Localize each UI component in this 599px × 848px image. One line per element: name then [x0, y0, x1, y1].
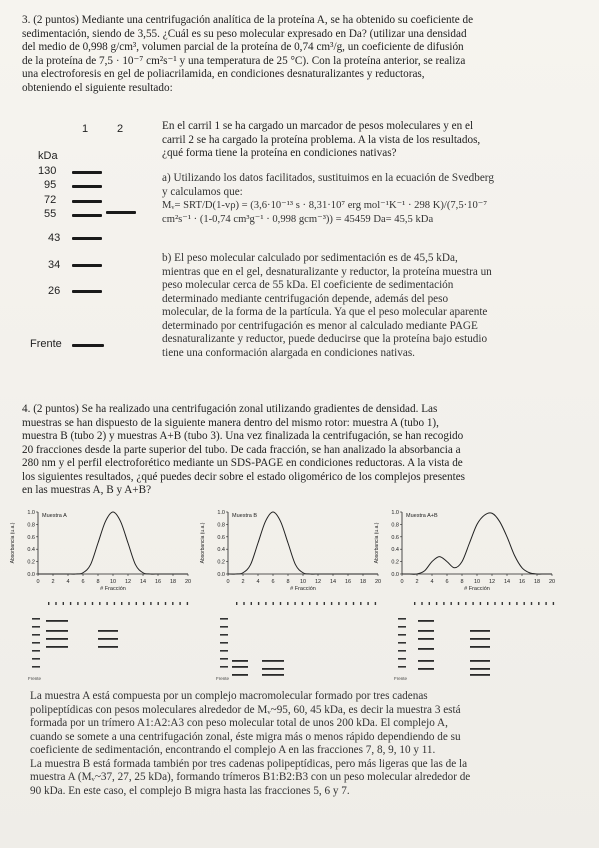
q3-answer-b-line: mientras que en el gel, desnaturalizante y reductor, la proteína muestra un [162, 265, 492, 278]
gel-well-mark [429, 602, 430, 605]
gel-sample-band [232, 674, 248, 676]
chart-2 [200, 510, 381, 592]
chart-y-tick-label: 0.8 [217, 522, 225, 529]
gel-well-mark [436, 602, 437, 605]
gel-strip-2 [216, 602, 376, 681]
gel-well-mark [187, 602, 188, 605]
gel-ladder-band [398, 666, 406, 668]
gel-ladder-band [220, 666, 228, 668]
gel-band-marker [72, 237, 102, 240]
chart-title: Muestra B [232, 513, 258, 519]
q4-answer-line: cuando se somete a una centrifugación zonal, éste migra más o menos rápido dependiendo de su [30, 730, 461, 743]
gel-well-mark [63, 602, 64, 605]
gel-ladder-band [32, 634, 40, 636]
gel-sample-band [470, 668, 490, 670]
q3-answer-a-line: Mᵥ= SRT/D(1-vρ) = (3,6·10⁻¹³ s · 8,31·10⁷ erg mol⁻¹K⁻¹ · 298 K)/(7,5·10⁻⁷ [162, 200, 488, 211]
chart-x-tick-label: 8 [460, 579, 464, 585]
chart-x-tick-label: 18 [359, 579, 367, 585]
gel-sample-band [418, 668, 434, 670]
gel-marker-label: 95 [44, 179, 57, 191]
gel-band-marker [72, 264, 102, 267]
gel-well-mark [309, 602, 310, 605]
gel-ladder-band [220, 618, 228, 620]
chart-x-tick-label: 4 [430, 579, 434, 585]
chart-x-tick-label: 20 [374, 579, 382, 585]
gel-well-mark [545, 602, 546, 605]
q3-answer-a-line: a) Utilizando los datos facilitados, sustituimos en la ecuación de Svedberg [162, 172, 494, 184]
sds-page-gels [0, 598, 599, 683]
gel-front-label: Frente [216, 676, 230, 681]
gel-well-mark [451, 602, 452, 605]
chart-x-tick-label: 6 [271, 579, 275, 585]
gel-band-marker [72, 171, 102, 174]
gel-sample-band [418, 648, 434, 650]
chart-y-tick-label: 0.6 [391, 534, 399, 541]
q3-carril-text [162, 120, 582, 161]
gel-lane-label-1: 1 [82, 123, 89, 135]
chart-x-tick-label: 6 [445, 579, 449, 585]
gel-sample-band [470, 646, 490, 648]
q4-answer [30, 690, 590, 798]
gel-well-mark [353, 602, 354, 605]
chart-x-tick-label: 14 [139, 579, 147, 585]
chart-y-tick-label: 0.4 [217, 547, 225, 554]
gel-well-mark [165, 602, 166, 605]
chart-y-tick-label: 0.0 [27, 572, 35, 578]
q3-answer-a-line: y calculamos que: [162, 185, 243, 198]
chart-y-tick-label: 0.2 [391, 559, 399, 566]
q4-answer-line: coeficiente de sedimentación, encontrando el complejo A en las fracciones 7, 8, 9, 10 y 11. [30, 744, 436, 756]
gel-well-mark [258, 602, 259, 605]
q4-intro-line: 4. (2 puntos) Se ha realizado una centrifugación zonal utilizando gradientes de densidad. Las [22, 403, 438, 415]
chart-x-label: # Fracción [100, 586, 126, 592]
q3-intro-line: de la proteína de 7,5 · 10⁻⁷ cm²s⁻¹ y una temperatura de 25 °C). Con la proteína anterior, se realiza [22, 54, 466, 67]
chart-x-tick-label: 0 [400, 579, 404, 585]
chart-x-tick-label: 20 [548, 579, 556, 585]
gel-front-label: Frente [30, 338, 62, 350]
gel-well-mark [99, 602, 100, 605]
gel-marker-label: 55 [44, 208, 57, 220]
chart-series-line [38, 512, 188, 574]
gel-well-mark [509, 602, 510, 605]
gel-well-mark [128, 602, 129, 605]
chart-series-line [228, 512, 378, 574]
chart-x-tick-label: 8 [96, 579, 100, 585]
gel-sample-band [262, 674, 284, 676]
q3-answer-a-line: cm²s⁻¹ · (1-0,74 cm³g⁻¹ · 0,998 gcm⁻³)) = 45459 Da= 45,5 kDa [162, 213, 434, 225]
gel-ladder-band [32, 626, 40, 628]
chart-y-tick-label: 0.6 [27, 534, 35, 541]
chart-x-tick-label: 4 [66, 579, 70, 585]
chart-y-tick-label: 0.0 [391, 572, 399, 578]
gel-well-mark [280, 602, 281, 605]
chart-1 [10, 510, 191, 592]
chart-x-tick-label: 14 [503, 579, 511, 585]
gel-well-mark [516, 602, 517, 605]
q4-answer-line: La muestra B está formada también por tres cadenas polipeptídicas, pero más ligeras que las de la [30, 757, 468, 770]
q4-intro-line: en las muestras A, B y A+B? [22, 484, 152, 496]
gel-well-mark [531, 602, 532, 605]
gel-ladder-band [32, 618, 40, 620]
gel-well-mark [136, 602, 137, 605]
gel-well-mark [367, 602, 368, 605]
gel-marker-label: 72 [44, 194, 57, 206]
q3-answer-b [162, 252, 582, 360]
gel-well-mark [553, 602, 554, 605]
gel-well-mark [331, 602, 332, 605]
chart-x-tick-label: 10 [109, 579, 117, 585]
q4-answer-line: polipeptídicas con pesos moleculares alrededor de Mᵥ~95, 60, 45 kDa, es decir la muestra 3 está [30, 703, 461, 716]
gel-well-mark [338, 602, 339, 605]
q4-answer-line: formada por un trímero A1:A2:A3 con peso molecular total de unos 200 kDa. El complejo A, [30, 717, 448, 729]
gel-sample-band [46, 620, 68, 622]
gel-well-mark [346, 602, 347, 605]
gel-well-mark [524, 602, 525, 605]
gel-band-marker [72, 185, 102, 188]
chart-x-tick-label: 16 [344, 579, 352, 585]
chart-y-tick-label: 0.6 [217, 534, 225, 541]
q4-intro-line: 20 fracciones desde la parte superior del tubo. De cada fracción, se han analizado la absorbancia a [22, 443, 461, 456]
gel-band-marker [72, 214, 102, 217]
gel-front-label: Frente [28, 676, 42, 681]
gel-marker-label: 130 [38, 165, 57, 177]
q4-intro-line: muestras se han dispuesto de la siguiente manera dentro del mismo rotor: muestra A (tubo 1), [22, 416, 439, 429]
gel-marker-label: 26 [48, 285, 61, 297]
gel-marker-label: 43 [48, 232, 61, 244]
q4-answer-line: 90 kDa. En este caso, el complejo B migra hasta las fracciones 5, 6 y 7. [30, 784, 350, 797]
gel-ladder-band [220, 658, 228, 660]
gel-sample-band [418, 660, 434, 662]
gel-ladder-band [220, 650, 228, 652]
chart-x-tick-label: 14 [329, 579, 337, 585]
chart-x-tick-label: 0 [226, 579, 230, 585]
q3-answer-b-line: determinado mediante centrifugación depende, además del peso [162, 292, 449, 305]
gel-ladder-band [398, 650, 406, 652]
chart-x-tick-label: 2 [241, 579, 245, 585]
chart-x-label: # Fracción [290, 586, 316, 592]
gel-well-mark [375, 602, 376, 605]
gel-marker-label: 34 [48, 259, 61, 271]
q3-intro-line: del medio de 0,998 g/cm³, volumen parcial de la proteína de 0,74 cm³/g, un coeficiente de difusión [22, 41, 464, 53]
q3-answer-b-line: tiene una conformación alargada en condiciones nativas. [162, 346, 415, 359]
chart-x-tick-label: 18 [169, 579, 177, 585]
q3-carril-line: carril 2 se ha cargado la proteína problema. A la vista de los resultados, [162, 133, 481, 146]
gel-well-mark [179, 602, 180, 605]
chart-x-tick-label: 2 [51, 579, 55, 585]
gel-well-mark [70, 602, 71, 605]
gel-band-marker [72, 200, 102, 203]
chart-3 [374, 510, 555, 592]
chart-y-tick-label: 0.4 [27, 547, 35, 554]
gel-front-line [72, 344, 104, 347]
q3-answer-b-line: b) El peso molecular calculado por sedimentación es de 45,5 kDa, [162, 252, 458, 264]
q3-answer-b-line: peso molecular cerca de 55 kDa. El coeficiente de sedimentación [162, 279, 454, 291]
gel-well-mark [172, 602, 173, 605]
q3-carril-line: En el carril 1 se ha cargado un marcador de pesos moleculares y en el [162, 120, 474, 132]
gel-well-mark [92, 602, 93, 605]
gel-sample-band [232, 666, 248, 668]
gel-ladder-band [32, 650, 40, 652]
gel-strip-1 [28, 602, 188, 681]
gel-well-mark [458, 602, 459, 605]
gel-well-mark [236, 602, 237, 605]
gel-well-mark [472, 602, 473, 605]
gel-ladder-band [398, 626, 406, 628]
gel-sample-band [418, 620, 434, 622]
q4-intro-line: 280 nm y el perfil electroforético mediante un SDS-PAGE en condiciones reductoras. A la vista de [22, 457, 463, 469]
gel-ladder-band [32, 642, 40, 644]
chart-x-tick-label: 6 [81, 579, 85, 585]
gel-well-mark [158, 602, 159, 605]
gel-sample-band [98, 638, 118, 640]
chart-x-tick-label: 12 [124, 579, 132, 585]
gel-well-mark [294, 602, 295, 605]
chart-x-tick-label: 10 [299, 579, 307, 585]
gel-lane-label-2: 2 [117, 123, 124, 135]
q3-intro-line: una electroforesis en gel de poliacrilamida, en condiciones desnaturalizantes y reductoras, [22, 68, 425, 80]
gel-well-mark [251, 602, 252, 605]
gel-well-mark [150, 602, 151, 605]
gel-well-mark [77, 602, 78, 605]
gel-sample-band [98, 646, 118, 648]
gel-well-mark [85, 602, 86, 605]
chart-y-label: Absorbancia (u.a.) [200, 522, 206, 564]
chart-y-tick-label: 0.0 [217, 572, 225, 578]
chart-title: Muestra A [42, 513, 67, 519]
gel-ladder-band [398, 658, 406, 660]
gel-sample-band [98, 630, 118, 632]
gel-well-mark [443, 602, 444, 605]
chart-x-tick-label: 2 [415, 579, 419, 585]
chart-y-tick-label: 1.0 [27, 510, 35, 516]
q4-answer-line: La muestra A está compuesta por un complejo macromolecular formado por tres cadenas [30, 690, 428, 702]
gel-well-mark [502, 602, 503, 605]
chart-x-tick-label: 0 [36, 579, 40, 585]
chart-y-tick-label: 0.8 [27, 522, 35, 529]
gel-well-mark [265, 602, 266, 605]
q4-intro-line: los siguientes resultados, ¿qué puedes decir sobre el estado oligomérico de los complejos presentes [22, 470, 466, 483]
gel-well-mark [48, 602, 49, 605]
gel-sample-band [262, 668, 284, 670]
q4-answer-line: muestra A (Mᵥ~37, 27, 25 kDa), formando trímeros B1:B2:B3 con un peso molecular alrededor de [30, 771, 471, 783]
q3-intro [22, 14, 582, 95]
gel-well-mark [273, 602, 274, 605]
gel-well-mark [143, 602, 144, 605]
gel-strip-3 [394, 602, 554, 681]
chart-y-label: Absorbancia (u.a.) [374, 522, 380, 564]
q3-intro-line: 3. (2 puntos) Mediante una centrifugación analítica de la proteína A, se ha obtenido su coeficiente de [22, 14, 474, 26]
chart-x-tick-label: 16 [518, 579, 526, 585]
absorbance-charts [0, 500, 599, 600]
chart-series-line [402, 513, 552, 574]
chart-x-tick-label: 8 [286, 579, 290, 585]
gel-well-mark [316, 602, 317, 605]
gel-sample-band [470, 630, 490, 632]
q3-intro-line: obteniendo el siguiente resultado: [22, 81, 173, 94]
gel-ladder-band [398, 634, 406, 636]
gel-ladder-band [398, 618, 406, 620]
q3-answer-b-line: desnaturalizante y reductor, puede deducirse que la proteína bajo estudio [162, 333, 488, 345]
gel-well-mark [302, 602, 303, 605]
q3-carril-line: ¿qué forma tiene la proteína en condiciones nativas? [162, 147, 397, 159]
chart-x-tick-label: 18 [533, 579, 541, 585]
gel-ladder-band [220, 626, 228, 628]
gel-sample-band [232, 660, 248, 662]
chart-x-tick-label: 20 [184, 579, 192, 585]
chart-x-tick-label: 10 [473, 579, 481, 585]
gel-ladder-band [220, 642, 228, 644]
gel-unit-label: kDa [38, 150, 58, 162]
q4-intro-line: muestra B (tubo 2) y muestras A+B (tubo 3). Una vez finalizada la centrifugación, se han recogido [22, 430, 464, 442]
chart-y-tick-label: 0.2 [217, 559, 225, 566]
gel-sample-band [470, 674, 490, 676]
chart-y-tick-label: 0.2 [27, 559, 35, 566]
q3-answer-a [162, 172, 582, 226]
chart-y-tick-label: 0.8 [391, 522, 399, 529]
gel-front-label: Frente [394, 676, 408, 681]
gel-well-mark [480, 602, 481, 605]
gel-well-mark [487, 602, 488, 605]
chart-x-tick-label: 12 [488, 579, 496, 585]
gel-sample-band [418, 638, 434, 640]
chart-y-tick-label: 1.0 [217, 510, 225, 516]
q3-answer-b-line: molecular, de la forma de la partícula. Ya que el peso molecular aparente [162, 306, 488, 318]
gel-well-mark [121, 602, 122, 605]
gel-sample-band [46, 638, 68, 640]
q4-intro [22, 403, 582, 498]
gel-well-mark [287, 602, 288, 605]
gel-well-mark [114, 602, 115, 605]
gel-well-mark [324, 602, 325, 605]
gel-sample-band [46, 630, 68, 632]
chart-y-label: Absorbancia (u.a.) [10, 522, 16, 564]
gel-band-marker [72, 290, 102, 293]
gel-well-mark [414, 602, 415, 605]
gel-sample-band [46, 646, 68, 648]
q3-answer-b-line: determinado por centrifugación es menor al calculado mediante PAGE [162, 319, 478, 332]
gel-sample-band [470, 660, 490, 662]
gel-well-mark [106, 602, 107, 605]
gel-well-mark [360, 602, 361, 605]
gel-well-mark [55, 602, 56, 605]
q3-intro-line: sedimentación, siendo de 3,55. ¿Cuál es su peso molecular expresado en Da? (utilizar una densidad [22, 27, 467, 40]
chart-x-label: # Fracción [464, 586, 490, 592]
gel-sample-band [418, 630, 434, 632]
chart-x-tick-label: 4 [256, 579, 260, 585]
gel-sample-band [262, 660, 284, 662]
gel-ladder-band [398, 642, 406, 644]
chart-x-tick-label: 16 [154, 579, 162, 585]
gel-well-mark [538, 602, 539, 605]
chart-y-tick-label: 0.4 [391, 547, 399, 554]
gel-band-sample [106, 211, 136, 214]
chart-y-tick-label: 1.0 [391, 510, 399, 516]
gel-well-mark [421, 602, 422, 605]
chart-title: Muestra A+B [406, 513, 438, 519]
gel-ladder-band [220, 634, 228, 636]
gel-well-mark [243, 602, 244, 605]
gel-ladder-band [32, 666, 40, 668]
gel-well-mark [465, 602, 466, 605]
gel-well-mark [494, 602, 495, 605]
chart-x-tick-label: 12 [314, 579, 322, 585]
gel-sample-band [470, 638, 490, 640]
gel-ladder-band [32, 658, 40, 660]
